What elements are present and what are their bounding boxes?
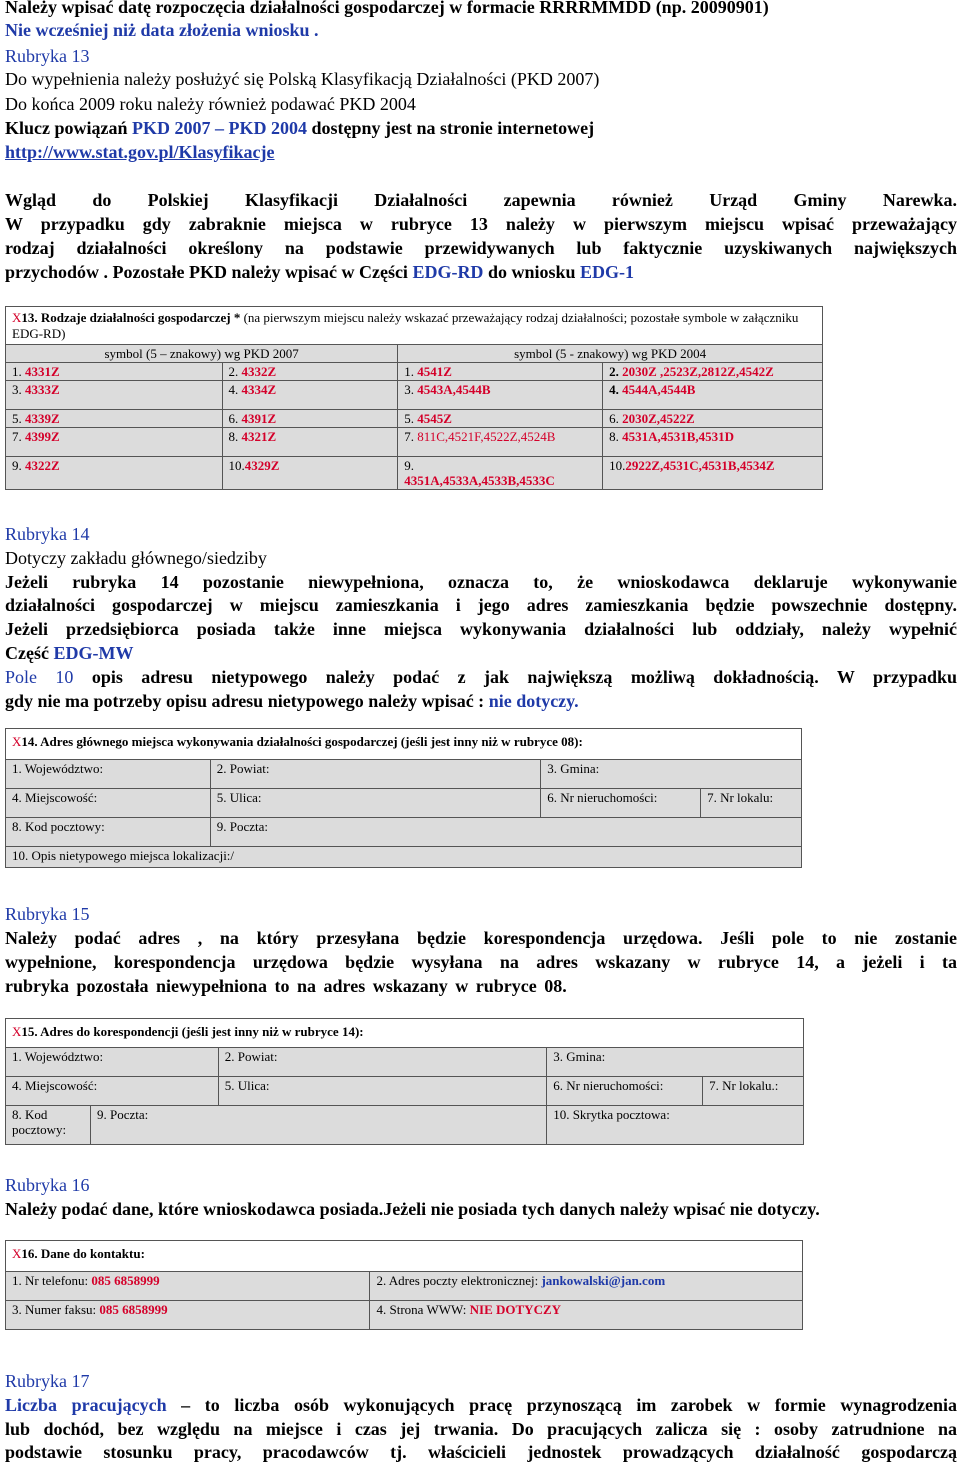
r13-line-2: Do końca 2009 roku należy również podawać PKD 2004 bbox=[5, 94, 416, 114]
ulica-field[interactable]: 5. Ulica: bbox=[210, 789, 540, 818]
r14-line-5: Część EDG-MW bbox=[5, 643, 134, 663]
contact-table: X16. Dane do kontaktu: 1. Nr telefonu: 085 6858999 2. Adres poczty elektronicznej: jankowalski@jan.com 3. Numer faksu: 085 6858999 4. Strona WWW: NIE DOTYCZY bbox=[5, 1240, 803, 1330]
r14-line-4: Jeżeli przedsiębiorca posiada także inne miejsca wykonywania działalności lub oddziały, należy wypełnić bbox=[5, 619, 957, 639]
rubryka-15-heading: Rubryka 15 bbox=[5, 904, 90, 924]
miejscowosc-field[interactable]: 4. Miejscowość: bbox=[6, 1077, 219, 1106]
gmina-field[interactable]: 3. Gmina: bbox=[541, 760, 802, 789]
pkd-key: PKD 2007 – PKD 2004 bbox=[132, 118, 308, 138]
wojewodztwo-field[interactable]: 1. Województwo: bbox=[6, 1048, 219, 1077]
r17-line-3: podstawie stosunku pracy, pracodawców tj. właścicieli jednostek prowadzących działalność gospodarczą bbox=[5, 1442, 957, 1462]
table-row: 1. 4331Z 2. 4332Z 1. 4541Z 2. 2030Z ,2523Z,2812Z,4542Z bbox=[6, 363, 823, 381]
nr-lokalu-field[interactable]: 7. Nr lokalu: bbox=[701, 789, 802, 818]
r14-line-7: gdy nie ma potrzeby opisu adresu nietypowego należy wpisać : nie dotyczy. bbox=[5, 691, 579, 711]
pkd-table bbox=[5, 306, 823, 490]
email-field[interactable]: 2. Adres poczty elektronicznej: jankowalski@jan.com bbox=[370, 1272, 803, 1301]
nr-nieruchomosci-field[interactable]: 6. Nr nieruchomości: bbox=[541, 789, 701, 818]
r17-line-2: lub dochód, bez względu na miejsce i czas jej trwania. Do pracujących zalicza się : osoby zatrudnione na bbox=[5, 1419, 957, 1439]
nr-lokalu-field[interactable]: 7. Nr lokalu.: bbox=[703, 1077, 804, 1106]
col-header-pkd2004: symbol (5 - znakowy) wg PKD 2004 bbox=[398, 345, 823, 363]
fax-field[interactable]: 3. Numer faksu: 085 6858999 bbox=[6, 1301, 370, 1330]
table-row: 3. 4333Z 4. 4334Z 3. 4543A,4544B 4. 4544A,4544B bbox=[6, 381, 823, 410]
intro-line-1: Należy wpisać datę rozpoczęcia działalności gospodarczej w formacie RRRRMMDD (np. 20090901) bbox=[5, 0, 769, 17]
r13-l7-mid: do wniosku bbox=[483, 262, 580, 282]
r13-line-4: Wgląd do Polskiej Klasyfikacji Działalności zapewnia również Urząd Gminy Narewka. bbox=[5, 190, 957, 210]
ulica-field[interactable]: 5. Ulica: bbox=[218, 1077, 546, 1106]
r14-line-3: działalności gospodarczej w miejscu zamieszkania i jego adres zamieszkania będzie powszechnie dostępny. bbox=[5, 595, 957, 615]
gmina-field[interactable]: 3. Gmina: bbox=[547, 1048, 804, 1077]
r13-l3-text: Klucz powiązań bbox=[5, 118, 133, 138]
address-table-14: X14. Adres głównego miejsca wykonywania działalności gospodarczej (jeśli jest inny niż w rubryce 08): 1. Województwo: 2. Powiat: 3. Gmina: 4. Miejscowość: 5. Ulica: 6. Nr nieruchomości: 7. Nr lokalu: 8. Kod pocztowy: 9. Poczta: 10. Opis nietypowego miejsca lokalizacji:/ bbox=[5, 728, 802, 868]
edg-1-ref: EDG-1 bbox=[580, 262, 634, 282]
table-row: 9. 4322Z 10.4329Z 9. 4351A,4533A,4533B,4533C 10.2922Z,4531C,4531B,4534Z bbox=[6, 457, 823, 490]
miejscowosc-field[interactable]: 4. Miejscowość: bbox=[6, 789, 211, 818]
nr-nieruchomosci-field[interactable]: 6. Nr nieruchomości: bbox=[547, 1077, 703, 1106]
r13-line-7 bbox=[5, 261, 957, 284]
skrytka-field[interactable]: 10. Skrytka pocztowa: bbox=[547, 1106, 804, 1145]
table-row: 7. 4399Z 8. 4321Z 7. 811C,4521F,4522Z,4524B 8. 4531A,4531B,4531D bbox=[6, 428, 823, 457]
r16-line-1: Należy podać dane, które wnioskodawca posiada.Jeżeli nie posiada tych danych należy wpisać nie dotyczy. bbox=[5, 1199, 820, 1219]
powiat-field[interactable]: 2. Powiat: bbox=[218, 1048, 546, 1077]
r14-line-2: Jeżeli rubryka 14 pozostanie niewypełniona, oznacza to, że wnioskodawca deklaruje wykonywanie bbox=[5, 572, 957, 592]
rubryka-17-heading: Rubryka 17 bbox=[5, 1371, 90, 1391]
address-table-15: X15. Adres do korespondencji (jeśli jest inny niż w rubryce 14): 1. Województwo: 2. Powiat: 3. Gmina: 4. Miejscowość: 5. Ulica: 6. Nr nieruchomości: 7. Nr lokalu.: 8. Kod pocztowy: 9. Poczta: 10. Skrytka pocztowa: bbox=[5, 1018, 804, 1145]
rubryka-16-heading: Rubryka 16 bbox=[5, 1175, 90, 1195]
r13-line-5: W przypadku gdy zabraknie miejsca w rubryce 13 należy w pierwszym miejscu wpisać przeważający bbox=[5, 214, 957, 234]
klasyfikacje-link[interactable]: http://www.stat.gov.pl/Klasyfikacje bbox=[5, 142, 275, 162]
powiat-field[interactable]: 2. Powiat: bbox=[210, 760, 540, 789]
edg-rd-ref: EDG-RD bbox=[412, 262, 484, 282]
poczta-field[interactable]: 9. Poczta: bbox=[90, 1106, 546, 1145]
table-row: 5. 4339Z 6. 4391Z 5. 4545Z 6. 2030Z,4522Z bbox=[6, 410, 823, 428]
rubryka-13-heading: Rubryka 13 bbox=[5, 46, 90, 66]
rubryka-14-heading: Rubryka 14 bbox=[5, 524, 90, 544]
opis-lokalizacji-field[interactable]: 10. Opis nietypowego miejsca lokalizacji:/ bbox=[6, 847, 802, 868]
r13-line-1: Do wypełnienia należy posłużyć się Polską Klasyfikacją Działalności (PKD 2007) bbox=[5, 69, 600, 89]
www-field[interactable]: 4. Strona WWW: NIE DOTYCZY bbox=[370, 1301, 803, 1330]
edg-mw-ref: EDG-MW bbox=[53, 643, 134, 663]
r14-line-6: Pole 10 opis adresu nietypowego należy podać z jak największą możliwą dokładnością. W przypadku bbox=[5, 667, 957, 687]
r15-line-1: Należy podać adres , na który przesyłana będzie korespondencja urzędowa. Jeśli pole to nie zostanie bbox=[5, 928, 957, 948]
col-header-pkd2007: symbol (5 – znakowy) wg PKD 2007 bbox=[6, 345, 398, 363]
r15-line-3: rubryka pozostała niewypełniona to na adres wskazany w rubryce 08. bbox=[5, 976, 567, 996]
r13-line-6: rodzaj działalności określony na podstawie przewidywanych lub faktycznie uzyskiwanych największych bbox=[5, 238, 957, 258]
pkd-table-title: X13. Rodzaje działalności gospodarczej * (na pierwszym miejscu należy wskazać przeważający rodzaj działalności; pozostałe symbole w załączniku EDG-RD) bbox=[6, 307, 823, 345]
phone-field[interactable]: 1. Nr telefonu: 085 6858999 bbox=[6, 1272, 370, 1301]
kod-pocztowy-field[interactable]: 8. Kod pocztowy: bbox=[6, 818, 211, 847]
poczta-field[interactable]: 9. Poczta: bbox=[210, 818, 801, 847]
intro-line-2: Nie wcześniej niż data złożenia wniosku . bbox=[5, 20, 319, 40]
r13-l7-text: przychodów . Pozostałe PKD należy wpisać w Części bbox=[5, 262, 413, 282]
kod-pocztowy-field[interactable]: 8. Kod pocztowy: bbox=[6, 1106, 91, 1145]
wojewodztwo-field[interactable]: 1. Województwo: bbox=[6, 760, 211, 789]
r14-line-1: Dotyczy zakładu głównego/siedziby bbox=[5, 548, 267, 568]
r17-line-1: Liczba pracujących – to liczba osób wykonujących pracę przynoszącą im zarobek w formie wynagrodzenia bbox=[5, 1395, 957, 1415]
r13-l3-tail: dostępny jest na stronie internetowej bbox=[307, 118, 595, 138]
r13-line-3 bbox=[5, 117, 957, 140]
r15-line-2: wypełnione, korespondencja urzędowa będzie wysyłana na adres wskazany w rubryce 14, a jeżeli i ta bbox=[5, 952, 957, 972]
